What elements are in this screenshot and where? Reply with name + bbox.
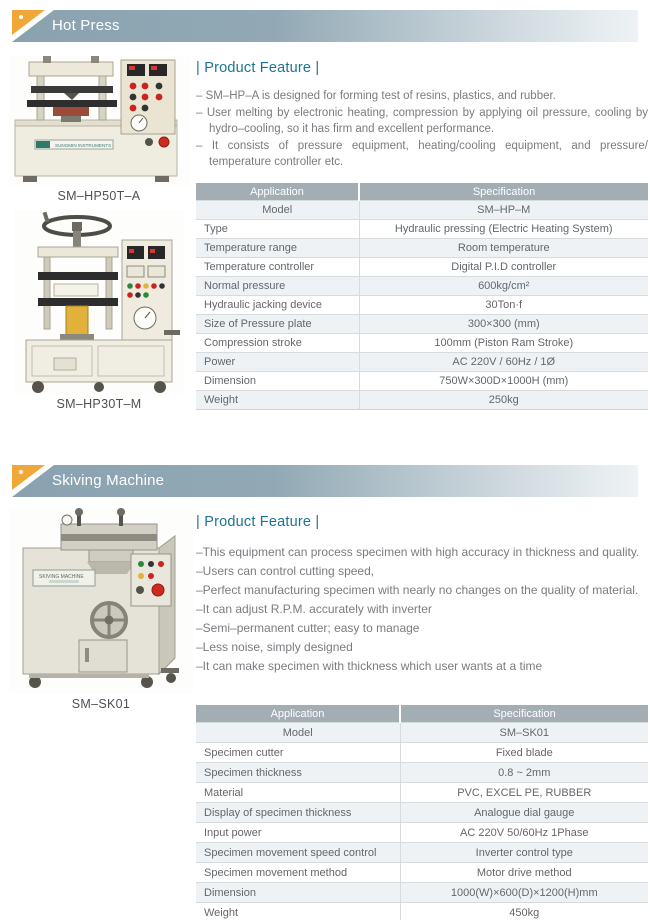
spec-label: Specimen thickness	[196, 763, 400, 783]
corner-dot	[19, 470, 23, 474]
table-header-row	[196, 705, 648, 723]
figure-hot-press-m	[10, 210, 188, 411]
figure-hot-press-a	[8, 56, 190, 203]
spec-value: Room temperature	[359, 239, 648, 258]
table-row	[196, 334, 648, 353]
table-row	[196, 843, 648, 863]
feature-heading: | Product Feature |	[196, 60, 320, 76]
spec-value: 300×300 (mm)	[359, 315, 648, 334]
spec-value: AC 220V 50/60Hz 1Phase	[400, 823, 648, 843]
spec-value: 600kg/cm²	[359, 277, 648, 296]
feature-item: –It can adjust R.P.M. accurately with inverter	[196, 602, 432, 616]
spec-label: Size of Pressure plate	[196, 315, 359, 334]
figure-label: SM–SK01	[71, 697, 131, 711]
lower-platen	[27, 100, 117, 107]
spec-table-hot-press	[196, 183, 648, 410]
spec-value: 100mm (Piston Ram Stroke)	[359, 334, 648, 353]
spec-label: Temperature range	[196, 239, 359, 258]
spec-value: 450kg	[400, 903, 648, 920]
table-row	[196, 903, 648, 920]
spec-label: Power	[196, 353, 359, 372]
feature-item: –This equipment can process specimen with high accuracy in thickness and quality.	[196, 545, 640, 559]
feature-item: –Perfect manufacturing specimen with nearly no changes on the quality of material.	[196, 583, 639, 597]
feature-item: – User melting by electronic heating, compression by applying oil pressure, cooling by hydro–cooling, so it has firm and excellent performance.	[196, 106, 648, 135]
frame-top-plate	[38, 247, 118, 257]
spec-value: AC 220V / 60Hz / 1Ø	[359, 353, 648, 372]
spec-label: Model	[196, 723, 400, 743]
spec-label: Material	[196, 783, 400, 803]
table-row	[196, 883, 648, 903]
spec-label: Specimen movement speed control	[196, 843, 400, 863]
spec-label: Compression stroke	[196, 334, 359, 353]
spec-table-skiving	[196, 705, 648, 920]
table-row	[196, 723, 648, 743]
table-row	[196, 296, 648, 315]
table-row	[196, 220, 648, 239]
emergency-button	[159, 137, 169, 147]
feature-item: – SM–HP–A is designed for forming test of resins, plastics, and rubber.	[196, 90, 556, 102]
spec-value: Fixed blade	[400, 743, 648, 763]
spec-label: Hydraulic jacking device	[196, 296, 359, 315]
spec-value: 1000(W)×600(D)×1200(H)mm	[400, 883, 648, 903]
section-title: Hot Press	[52, 17, 120, 34]
spec-label: Weight	[196, 903, 400, 920]
feature-item: –Users can control cutting speed,	[196, 564, 375, 578]
hot-press-a-photo	[9, 56, 189, 186]
spec-value: 30Ton·f	[359, 296, 648, 315]
spec-label: Input power	[196, 823, 400, 843]
table-row	[196, 201, 648, 220]
spec-label: Specimen movement method	[196, 863, 400, 883]
col-header-application: Application	[196, 705, 400, 723]
feature-item: –Less noise, simply designed	[196, 640, 353, 654]
feature-item: – It consists of pressure equipment, heating/cooling equipment, and pressure/ temperature controller etc.	[196, 139, 648, 168]
figure-label: SM–HP50T–A	[57, 189, 141, 203]
col-header-application: Application	[196, 183, 359, 201]
col-header-specification: Specification	[400, 705, 648, 723]
machine-plate-text: SKIVING MACHINE	[39, 574, 84, 580]
dial-gauge	[62, 515, 72, 525]
table-row	[196, 763, 648, 783]
hydraulic-cylinder	[66, 306, 88, 336]
figure-label: SM–HP30T–M	[56, 397, 142, 411]
spec-value: Digital P.I.D controller	[359, 258, 648, 277]
top-crossbar	[29, 62, 113, 76]
spec-value: PVC, EXCEL PE, RUBBER	[400, 783, 648, 803]
feature-list-hot-press	[196, 88, 648, 171]
spec-label: Dimension	[196, 372, 359, 391]
table-row	[196, 315, 648, 334]
feature-item: –It can make specimen with thickness which user wants at a time	[196, 659, 543, 673]
feature-heading: | Product Feature |	[196, 514, 320, 530]
table-row	[196, 863, 648, 883]
section-title: Skiving Machine	[52, 472, 165, 489]
spec-value: 0.8 ~ 2mm	[400, 763, 648, 783]
table-row	[196, 783, 648, 803]
col-header-specification: Specification	[359, 183, 648, 201]
spec-value: Analogue dial gauge	[400, 803, 648, 823]
table-row	[196, 823, 648, 843]
feature-list-skiving	[196, 543, 648, 676]
skiving-machine-photo	[9, 508, 193, 694]
spec-value: 250kg	[359, 391, 648, 410]
hot-press-m-photo	[14, 210, 184, 394]
spec-label: Display of specimen thickness	[196, 803, 400, 823]
upper-plate	[38, 272, 118, 280]
machine-plate-text: SUNGMIN INSTRUMENTS	[55, 143, 112, 148]
spec-value: Hydraulic pressing (Electric Heating System)	[359, 220, 648, 239]
table-row	[196, 391, 648, 410]
feature-item: –Semi–permanent cutter; easy to manage	[196, 621, 420, 635]
table-row	[196, 239, 648, 258]
corner-dot	[19, 15, 23, 19]
spec-value: SM–SK01	[400, 723, 648, 743]
table-header-row	[196, 183, 648, 201]
spec-value: Motor drive method	[400, 863, 648, 883]
upper-platen	[31, 86, 113, 93]
spec-label: Type	[196, 220, 359, 239]
section-header-skiving	[12, 465, 638, 497]
table-row	[196, 803, 648, 823]
spec-label: Weight	[196, 391, 359, 410]
spec-label: Normal pressure	[196, 277, 359, 296]
emergency-button	[152, 584, 164, 596]
table-row	[196, 277, 648, 296]
table-row	[196, 353, 648, 372]
spec-label: Temperature controller	[196, 258, 359, 277]
spec-label: Specimen cutter	[196, 743, 400, 763]
section-header-hot-press	[12, 10, 638, 42]
spec-value: 750W×300D×1000H (mm)	[359, 372, 648, 391]
table-row	[196, 372, 648, 391]
spec-label: Model	[196, 201, 359, 220]
figure-skiving-machine	[8, 508, 194, 711]
lower-plate	[38, 298, 118, 306]
table-row	[196, 258, 648, 277]
table-row	[196, 743, 648, 763]
spec-label: Dimension	[196, 883, 400, 903]
spec-value: SM–HP–M	[359, 201, 648, 220]
spec-value: Inverter control type	[400, 843, 648, 863]
